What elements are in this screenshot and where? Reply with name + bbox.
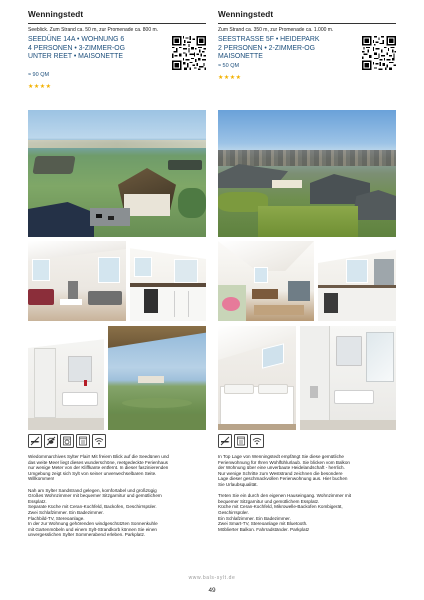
dishwasher-icon <box>76 434 90 448</box>
photo-dune-landscape <box>108 326 206 430</box>
location-heading: Wenningstedt <box>28 10 206 24</box>
washing-machine-icon <box>60 434 74 448</box>
description-line: Willkommen! <box>28 476 55 482</box>
description-line: Nur wenige Schritte zum Weststrand zeichnen die besondere <box>218 470 343 476</box>
apartment-size: ≈ 50 QM <box>218 63 240 69</box>
title-line: UNTER REET • MAISONETTE <box>28 53 123 61</box>
aerial-photo-thatched-house <box>28 110 206 237</box>
listing-title <box>28 36 158 62</box>
listing-title <box>218 36 348 62</box>
photo-living-room <box>28 241 126 321</box>
listing-right <box>218 10 396 90</box>
description-line: Treten Sie ein durch den eigenen Hauseingang. Wohnzimmer mit <box>218 493 352 499</box>
description-line: Sie Urlaubsqualität. <box>218 481 258 487</box>
photo-kitchen <box>130 241 206 321</box>
dishwasher-icon <box>234 434 248 448</box>
qr-code-icon[interactable] <box>362 36 396 70</box>
description-line: Separate Küche mit Ceran-Kochfeld, Backofen, Geschirrspüler. <box>28 504 157 510</box>
description-line: nur wenige Meter von der Kliffkante entfernt. In dieser faszinierenden <box>28 465 169 471</box>
title-line: 2 PERSONEN • 2-ZIMMER-OG <box>218 44 315 52</box>
description-paragraph <box>28 488 206 538</box>
page-number: 49 <box>208 587 216 594</box>
title-line: SEESTRASSE 5F • HEIDEPARK <box>218 36 320 43</box>
distance-info: Seeblick. Zum Strand ca. 50 m, zur Promenade ca. 800 m. <box>28 27 159 33</box>
no-smoking-icon <box>28 434 42 448</box>
description-line: Umgebung zeigt sich Sylt von seiner unverwechselbaren Seite. <box>28 470 157 476</box>
description-line: Großes Wohnzimmer mit bequemer Sitzgarnitur und gemütlichem <box>28 493 162 499</box>
description-line: In der zur Wohnung gehörenden windgeschützten Sonnenkuhle <box>28 521 158 527</box>
photo-bathroom-modern <box>300 326 396 430</box>
description-line: Zwei Smart-TV, Stereoanlage mit Bluetooth. <box>218 521 308 527</box>
description-paragraph <box>218 493 396 532</box>
description-line: Geschirrspüler. <box>218 509 249 515</box>
no-pets-icon <box>44 434 58 448</box>
description-line: bequemer Sitzgarnitur und gemütlichem Essplatz. <box>218 498 320 504</box>
description-line: Flachbild-TV, Stereoanlage. <box>28 515 85 521</box>
aerial-photo-heidepark <box>218 110 396 237</box>
description-line: Nah am Sylter Sandstrand gelegen, komfortabel und großzügig <box>28 487 157 493</box>
description-line: In Top Lage von Wenningstedt empfängt Sie diese gemütliche <box>218 454 344 459</box>
photo-kitchenette <box>318 241 396 321</box>
photo-living-dining <box>218 241 314 321</box>
title-line: 4 PERSONEN • 3-ZIMMER-OG <box>28 44 125 52</box>
distance-info: Zum Strand ca. 350 m, zur Promenade ca. 1.000 m. <box>218 27 334 33</box>
amenity-icons <box>218 434 264 448</box>
title-line: MAISONETTE <box>218 53 263 61</box>
star-rating: ★★★★ <box>28 84 52 90</box>
location-heading: Wenningstedt <box>218 10 396 24</box>
description-line: Möblierter Balkon. Fahrradständer. Parkplatz <box>218 526 310 532</box>
listing-header <box>28 36 206 90</box>
photo-bedroom <box>218 326 296 430</box>
qr-code-icon[interactable] <box>172 36 206 70</box>
description-line: Ein Schlafzimmer. Ein Badezimmer. <box>218 515 291 521</box>
apartment-size: ≈ 90 QM <box>28 72 50 78</box>
title-line: SEEDÜNE 14A • WOHNUNG 6 <box>28 36 125 43</box>
wifi-icon <box>92 434 106 448</box>
description-line: Ferienwohnung für Ihren Wohlfühlurlaub. Sie blicken vom Balkon <box>218 459 350 465</box>
listing-header <box>218 36 396 90</box>
description-line: unvergesslichen Sylter Sommerabend erleben. Parkplatz. <box>28 532 146 538</box>
description-line: Küche mit Ceran-Kochfeld, Mikrowelle-Backofen Kombigerät, <box>218 504 343 510</box>
star-rating: ★★★★ <box>218 75 242 81</box>
description-paragraph <box>218 454 396 488</box>
wifi-icon <box>250 434 264 448</box>
description-line: der Wohnung über eine unverbaute Heidelandschaft - herrlich. <box>218 465 345 471</box>
listing-description <box>28 454 206 544</box>
description-line: das weite Meer liegt dieses wunderschöne, reetgedeckte Ferienhaus <box>28 459 168 465</box>
description-line: Lage dieser geschmackvollen Ferienwohnung aus. Hier buchen <box>218 476 348 482</box>
description-line: Essplatz. <box>28 498 47 504</box>
description-line: mit Gartenmöbeln und einem Sylt-Strandkorb können Sie einen <box>28 526 157 532</box>
no-smoking-icon <box>218 434 232 448</box>
photo-bathroom <box>28 326 104 430</box>
description-line: Zwei Schlafzimmer. Ein Badezimmer. <box>28 509 104 515</box>
description-paragraph <box>28 454 206 482</box>
listing-left <box>28 10 206 90</box>
website-link[interactable]: www.bals-sylt.de <box>188 575 236 581</box>
amenity-icons <box>28 434 106 448</box>
listing-description <box>218 454 396 538</box>
description-line: Wiedommarchives Sylter Flair! Mit freiem Blick auf die Seedünen und <box>28 454 169 459</box>
